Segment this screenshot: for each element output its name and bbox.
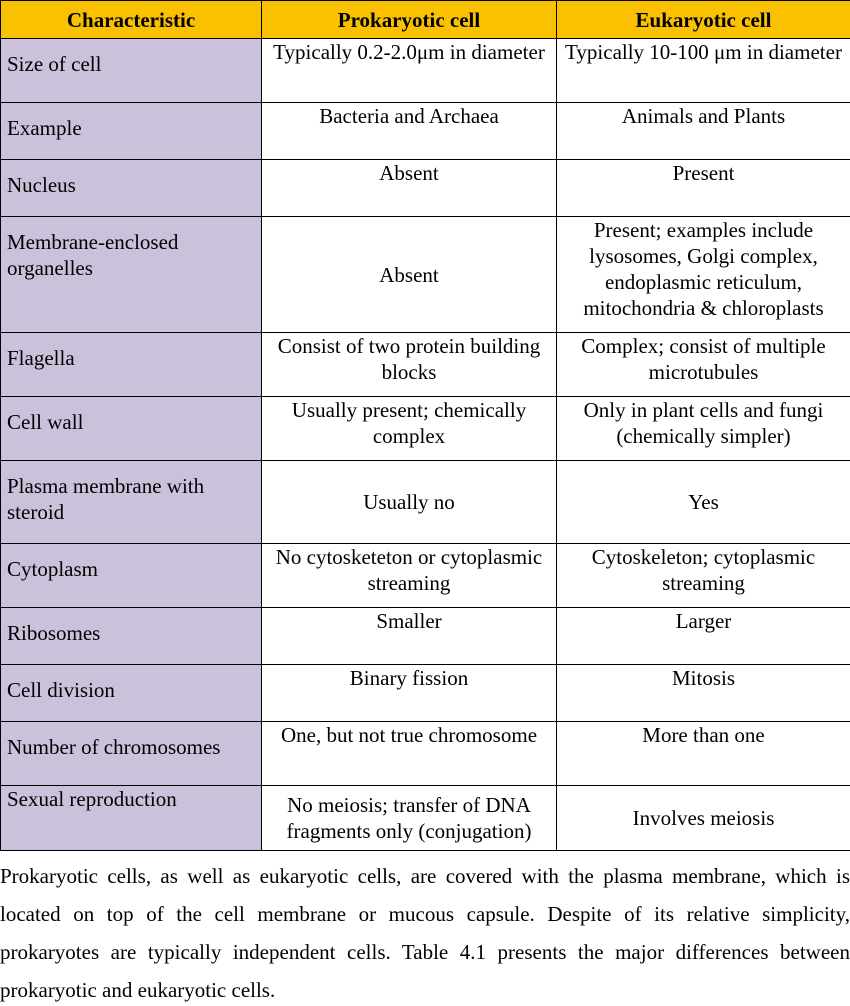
row-eukaryotic: Typically 10-100 μm in diameter xyxy=(557,39,850,103)
row-characteristic: Example xyxy=(1,103,262,160)
table-header-row xyxy=(1,1,850,39)
table-row xyxy=(1,217,850,333)
row-characteristic: Plasma membrane with steroid xyxy=(1,461,262,544)
row-characteristic: Size of cell xyxy=(1,39,262,103)
table-row xyxy=(1,103,850,160)
row-eukaryotic: Animals and Plants xyxy=(557,103,850,160)
row-prokaryotic: Usually no xyxy=(262,461,557,544)
row-characteristic: Ribosomes xyxy=(1,608,262,665)
row-prokaryotic: Absent xyxy=(262,160,557,217)
row-eukaryotic: Present; examples include lysosomes, Golgi complex, endoplasmic reticulum, mitochondria & chloroplasts xyxy=(557,217,850,333)
table-row xyxy=(1,333,850,397)
row-prokaryotic: No meiosis; transfer of DNA fragments only (conjugation) xyxy=(262,786,557,851)
row-eukaryotic: Cytoskeleton; cytoplasmic streaming xyxy=(557,544,850,608)
table-row xyxy=(1,722,850,786)
header-eukaryotic: Eukaryotic cell xyxy=(557,1,850,39)
row-prokaryotic: Usually present; chemically complex xyxy=(262,397,557,461)
table-row xyxy=(1,461,850,544)
row-characteristic: Cell wall xyxy=(1,397,262,461)
row-prokaryotic: Consist of two protein building blocks xyxy=(262,333,557,397)
row-eukaryotic: Present xyxy=(557,160,850,217)
table-row xyxy=(1,665,850,722)
header-characteristic: Characteristic xyxy=(1,1,262,39)
table-row xyxy=(1,160,850,217)
caption-paragraph: Prokaryotic cells, as well as eukaryotic cells, are covered with the plasma membrane, which is located on top of the cell membrane or mucous capsule. Despite of its relative simplicity, prokaryotes are typically independent cells. Table 4.1 presents the major differences between prokaryotic and eukaryotic cells. xyxy=(0,864,850,1002)
row-eukaryotic: Mitosis xyxy=(557,665,850,722)
row-eukaryotic: Larger xyxy=(557,608,850,665)
row-characteristic: Cytoplasm xyxy=(1,544,262,608)
row-eukaryotic: Complex; consist of multiple microtubules xyxy=(557,333,850,397)
table-row xyxy=(1,544,850,608)
row-eukaryotic: More than one xyxy=(557,722,850,786)
row-eukaryotic: Yes xyxy=(557,461,850,544)
row-prokaryotic: Absent xyxy=(262,217,557,333)
row-characteristic: Flagella xyxy=(1,333,262,397)
row-characteristic: Nucleus xyxy=(1,160,262,217)
row-eukaryotic: Involves meiosis xyxy=(557,786,850,851)
table-row xyxy=(1,39,850,103)
row-characteristic: Number of chromosomes xyxy=(1,722,262,786)
row-characteristic: Sexual reproduction xyxy=(1,786,262,851)
row-prokaryotic: Bacteria and Archaea xyxy=(262,103,557,160)
table-row xyxy=(1,608,850,665)
row-prokaryotic: No cytosketeton or cytoplasmic streaming xyxy=(262,544,557,608)
row-eukaryotic: Only in plant cells and fungi (chemically simpler) xyxy=(557,397,850,461)
table-row xyxy=(1,786,850,851)
row-prokaryotic: Smaller xyxy=(262,608,557,665)
row-prokaryotic: Typically 0.2-2.0μm in diameter xyxy=(262,39,557,103)
table-row xyxy=(1,397,850,461)
row-prokaryotic: One, but not true chromosome xyxy=(262,722,557,786)
header-prokaryotic: Prokaryotic cell xyxy=(262,1,557,39)
row-characteristic: Membrane-enclosed organelles xyxy=(1,217,262,333)
row-prokaryotic: Binary fission xyxy=(262,665,557,722)
row-characteristic: Cell division xyxy=(1,665,262,722)
